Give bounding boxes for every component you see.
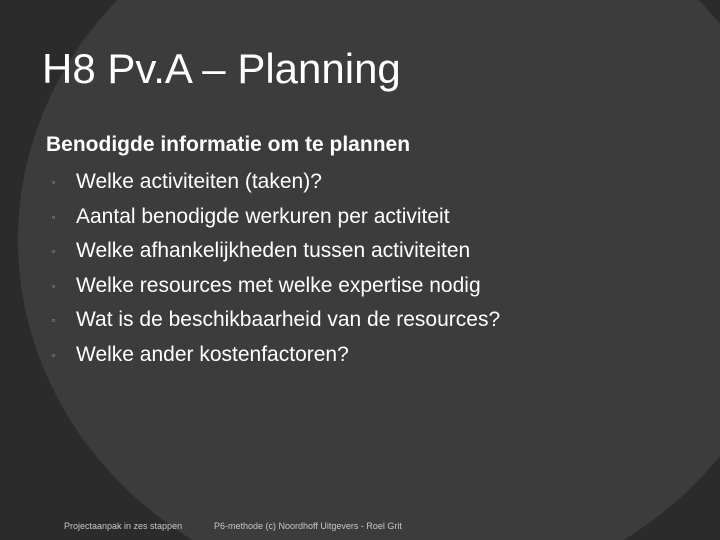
bullet-icon: ▫ bbox=[52, 177, 56, 187]
bullet-item bbox=[46, 269, 686, 304]
bullet-text: Welke resources met welke expertise nodig bbox=[76, 273, 481, 297]
slide-title: H8 Pv.A – Planning bbox=[42, 45, 401, 92]
bullet-item bbox=[46, 303, 686, 338]
bullet-icon: ▫ bbox=[52, 246, 56, 256]
bullet-text: Aantal benodigde werkuren per activiteit bbox=[76, 204, 450, 228]
content-heading: Benodigde informatie om te plannen bbox=[46, 133, 411, 156]
bullet-text: Welke activiteiten (taken)? bbox=[76, 170, 322, 193]
bullet-icon: ▫ bbox=[52, 349, 56, 360]
footer-right-text: P6-methode (c) Noordhoff Uitgevers - Roel Grit bbox=[214, 521, 402, 531]
bullet-item bbox=[46, 338, 686, 373]
bullet-text: Welke ander kostenfactoren? bbox=[76, 342, 349, 366]
bullet-text: Wat is de beschikbaarheid van de resources? bbox=[76, 308, 501, 331]
slide-content bbox=[46, 131, 686, 372]
bullet-item bbox=[46, 234, 686, 269]
bullet-icon: ▫ bbox=[52, 211, 56, 222]
bullet-icon: ▫ bbox=[52, 315, 56, 325]
bullet-icon: ▫ bbox=[52, 280, 56, 291]
bullet-list bbox=[46, 165, 686, 372]
bullet-text: Welke afhankelijkheden tussen activiteiten bbox=[76, 239, 471, 262]
bullet-item bbox=[46, 200, 686, 235]
bullet-item bbox=[46, 165, 686, 200]
footer-left-text: Projectaanpak in zes stappen bbox=[64, 521, 183, 531]
